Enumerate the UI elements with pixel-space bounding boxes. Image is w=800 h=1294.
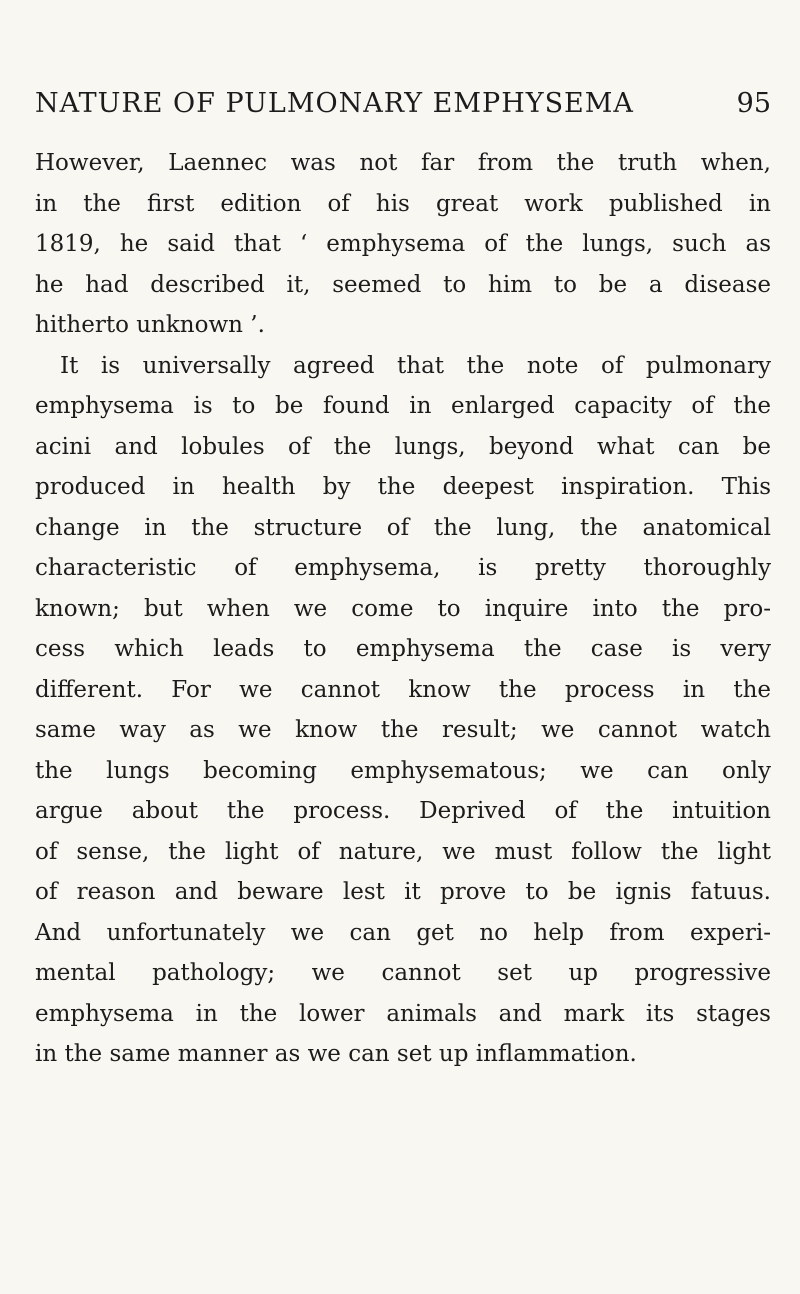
text-line: However, Laennec was not far from the truth when, [35, 150, 771, 176]
text-line: of reason and beware lest it prove to be ignis fatuus. [35, 879, 771, 905]
text-line: the lungs becoming emphysematous; we can only [35, 757, 771, 784]
text-line: 1819, he said that ‘ emphysema of the lungs, such as [35, 231, 771, 257]
text-line: of sense, the light of nature, we must follow the light [35, 838, 771, 865]
text-line: characteristic of emphysema, is pretty thoroughly [35, 555, 771, 581]
text-line: acini and lobules of the lungs, beyond what can be [35, 433, 771, 460]
text-line: cess which leads to emphysema the case is very [35, 636, 771, 662]
text-line: emphysema is to be found in enlarged capacity of the [35, 393, 771, 419]
running-header-title: NATURE OF PULMONARY EMPHYSEMA [35, 88, 634, 119]
text-line: produced in health by the deepest inspiration. This [35, 474, 771, 500]
text-line: change in the structure of the lung, the anatomical [35, 514, 771, 541]
body-text [35, 143, 771, 1075]
text-line: different. For we cannot know the process in the [35, 676, 771, 703]
text-line: same way as we know the result; we cannot watch [35, 717, 771, 743]
text-line: mental pathology; we cannot set up progressive [35, 960, 771, 986]
running-header [35, 88, 771, 128]
text-line: he had described it, seemed to him to be a disease [35, 271, 771, 298]
text-line: hitherto unknown ’. [35, 312, 265, 338]
text-line: It is universally agreed that the note of pulmonary [60, 352, 771, 379]
text-line: argue about the process. Deprived of the intuition [35, 798, 771, 824]
text-line: in the same manner as we can set up inflammation. [35, 1041, 637, 1067]
text-line: emphysema in the lower animals and mark its stages [35, 1000, 771, 1027]
text-line: in the first edition of his great work published in [35, 190, 771, 217]
page-number: 95 [736, 88, 771, 119]
text-line: And unfortunately we can get no help from experi- [35, 919, 771, 946]
text-line: known; but when we come to inquire into the pro- [35, 595, 771, 622]
